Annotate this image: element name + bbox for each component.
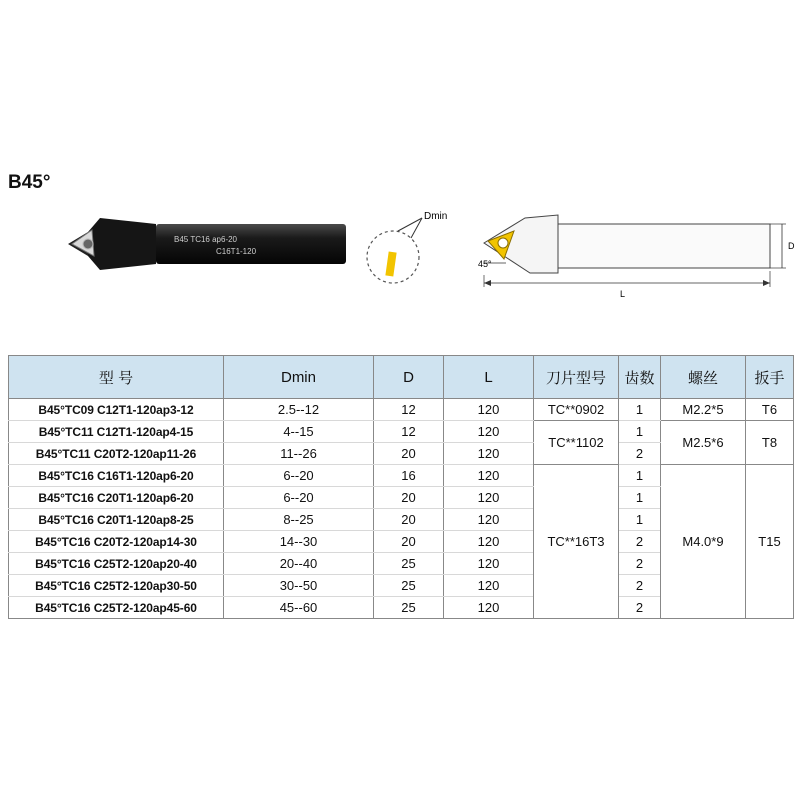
l-cell: 120 [444, 443, 534, 465]
header-dmin: Dmin [224, 356, 374, 399]
teeth-cell: 2 [619, 531, 661, 553]
l-cell: 120 [444, 509, 534, 531]
wrench-cell: T6 [746, 399, 794, 421]
header-model: 型 号 [9, 356, 224, 399]
dmin-cell: 14--30 [224, 531, 374, 553]
model-cell: B45°TC16 C25T2-120ap20-40 [9, 553, 224, 575]
model-cell: B45°TC09 C12T1-120ap3-12 [9, 399, 224, 421]
dmin-cell: 8--25 [224, 509, 374, 531]
dimension-drawing [470, 203, 800, 308]
d-cell: 20 [374, 487, 444, 509]
l-cell: 120 [444, 531, 534, 553]
dmin-cell: 6--20 [224, 487, 374, 509]
screw-cell: M4.0*9 [661, 465, 746, 619]
tool-photo [66, 212, 351, 272]
header-screw: 螺丝 [661, 356, 746, 399]
page-title: B45° [8, 172, 51, 193]
dmin-cell: 2.5--12 [224, 399, 374, 421]
screw-cell: M2.5*6 [661, 421, 746, 465]
l-label: L [620, 289, 626, 299]
d-cell: 25 [374, 575, 444, 597]
table-row [9, 421, 794, 443]
header-wrench: 扳手 [746, 356, 794, 399]
dmin-cell: 11--26 [224, 443, 374, 465]
teeth-cell: 2 [619, 443, 661, 465]
insert-section [385, 252, 396, 277]
l-cell: 120 [444, 421, 534, 443]
table-row [9, 399, 794, 421]
drawing-insert-hole [498, 238, 508, 248]
dmin-cell: 20--40 [224, 553, 374, 575]
screw-cell: M2.2*5 [661, 399, 746, 421]
teeth-cell: 2 [619, 553, 661, 575]
l-cell: 120 [444, 399, 534, 421]
model-cell: B45°TC16 C20T1-120ap8-25 [9, 509, 224, 531]
header-teeth: 齿数 [619, 356, 661, 399]
d-cell: 25 [374, 553, 444, 575]
d-cell: 25 [374, 597, 444, 619]
insert-cell: TC**16T3 [534, 465, 619, 619]
tool-head [88, 218, 156, 270]
table-header-row [9, 356, 794, 399]
header-d: D [374, 356, 444, 399]
model-cell: B45°TC16 C16T1-120ap6-20 [9, 465, 224, 487]
header-insert: 刀片型号 [534, 356, 619, 399]
l-arrow-left [484, 280, 491, 286]
photo-engraving-2: C16T1-120 [216, 247, 257, 256]
dmin-cell: 6--20 [224, 465, 374, 487]
model-cell: B45°TC11 C20T2-120ap11-26 [9, 443, 224, 465]
d-cell: 12 [374, 399, 444, 421]
teeth-cell: 1 [619, 465, 661, 487]
d-cell: 20 [374, 443, 444, 465]
teeth-cell: 1 [619, 487, 661, 509]
l-cell: 120 [444, 597, 534, 619]
wrench-cell: T15 [746, 465, 794, 619]
drawing-shank [558, 224, 770, 268]
model-cell: B45°TC16 C25T2-120ap30-50 [9, 575, 224, 597]
insert-cell: TC**1102 [534, 421, 619, 465]
teeth-cell: 1 [619, 421, 661, 443]
d-label: D [788, 241, 795, 251]
teeth-cell: 1 [619, 399, 661, 421]
table-row [9, 465, 794, 487]
angle-label: 45° [478, 259, 492, 269]
d-cell: 20 [374, 509, 444, 531]
l-cell: 120 [444, 465, 534, 487]
dmin-cell: 45--60 [224, 597, 374, 619]
model-cell: B45°TC16 C25T2-120ap45-60 [9, 597, 224, 619]
model-cell: B45°TC16 C20T2-120ap14-30 [9, 531, 224, 553]
spec-table [8, 355, 794, 619]
model-cell: B45°TC16 C20T1-120ap6-20 [9, 487, 224, 509]
teeth-cell: 2 [619, 597, 661, 619]
l-cell: 120 [444, 553, 534, 575]
l-arrow-right [763, 280, 770, 286]
d-cell: 12 [374, 421, 444, 443]
model-cell: B45°TC11 C12T1-120ap4-15 [9, 421, 224, 443]
d-cell: 20 [374, 531, 444, 553]
l-cell: 120 [444, 575, 534, 597]
insert-screw [83, 239, 93, 249]
teeth-cell: 2 [619, 575, 661, 597]
d-cell: 16 [374, 465, 444, 487]
teeth-cell: 1 [619, 509, 661, 531]
l-cell: 120 [444, 487, 534, 509]
insert-cell: TC**0902 [534, 399, 619, 421]
dmin-label: Dmin [424, 211, 448, 222]
photo-engraving-1: B45 TC16 ap6-20 [174, 235, 238, 244]
section-view-diagram [356, 200, 466, 290]
header-l: L [444, 356, 534, 399]
dmin-cell: 30--50 [224, 575, 374, 597]
dmin-cell: 4--15 [224, 421, 374, 443]
tool-shank [156, 224, 346, 264]
wrench-cell: T8 [746, 421, 794, 465]
